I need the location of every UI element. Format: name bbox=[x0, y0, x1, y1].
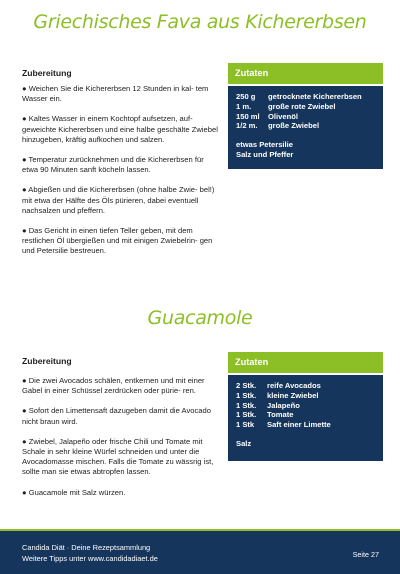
ingredient-item: Jalapeño bbox=[267, 400, 300, 410]
ingredient-row bbox=[236, 121, 375, 131]
ingredient-amount: 1 Stk bbox=[236, 420, 255, 430]
ingredient-item: große rote Zwiebel bbox=[268, 101, 336, 111]
ingredient-amount: 1 Stk. bbox=[236, 410, 257, 420]
step: ● Temperatur zurücknehmen und die Kichererbsen für etwa 90 Minuten sanft köcheln lassen. bbox=[22, 155, 204, 175]
ingredients-list bbox=[228, 86, 383, 169]
preparation-steps bbox=[22, 376, 218, 508]
ingredient-amount: 1 m. bbox=[236, 101, 252, 111]
ingredients-list bbox=[228, 375, 383, 461]
ingredient-item: große Zwiebel bbox=[268, 121, 320, 131]
ingredient-amount: 1 Stk. bbox=[236, 400, 257, 410]
ingredient-row bbox=[236, 401, 375, 411]
ingredient-item: getrocknete Kichererbsen bbox=[268, 92, 362, 101]
preparation-steps bbox=[22, 84, 218, 267]
page-footer bbox=[0, 531, 400, 574]
ingredients-box bbox=[228, 63, 383, 169]
step: ● Zwiebel, Jalapeño oder frische Chili und Tomate mit Schale in sehr kleine Würfel schneiden und unter die Avocadomasse mischen. Falls die Tomate zu wässrig ist, sollte man sie etwas abtropfen lassen. bbox=[22, 436, 214, 477]
ingredient-row bbox=[236, 102, 375, 112]
step: ● Die zwei Avocados schälen, entkernen und mit einer Gabel in einer Schüssel zerdrücken oder pürie- ren. bbox=[22, 376, 205, 396]
footer-brand: Candida Diät · Deine Rezeptsammlung bbox=[22, 543, 151, 552]
ingredients-heading: Zutaten bbox=[228, 352, 383, 373]
ingredient-row bbox=[236, 381, 375, 391]
ingredient-item: Tomate bbox=[267, 410, 294, 420]
footer-website-link[interactable]: Weitere Tipps unter www.candidadiaet.de bbox=[22, 554, 158, 563]
ingredient-row bbox=[236, 112, 375, 122]
step: ● Das Gericht in einen tiefen Teller geben, mit dem restlichen Öl übergießen und mit einigen Zwiebelrin- gen und Petersilie bestreuen. bbox=[22, 226, 213, 256]
ingredients-box bbox=[228, 352, 383, 461]
ingredient-extra: etwas Petersilie bbox=[236, 140, 293, 150]
ingredient-item: reife Avocados bbox=[267, 381, 321, 390]
ingredient-row bbox=[236, 420, 375, 430]
step: ● Weichen Sie die Kichererbsen 12 Stunden in kal- tem Wasser ein. bbox=[22, 84, 209, 104]
ingredient-item: Saft einer Limette bbox=[267, 420, 331, 430]
ingredient-amount: 250 g bbox=[236, 92, 256, 101]
page-number: Seite 27 bbox=[352, 550, 379, 559]
ingredients-heading: Zutaten bbox=[228, 63, 383, 84]
step: ● Guacamole mit Salz würzen. bbox=[22, 487, 126, 497]
ingredient-amount: 1 Stk. bbox=[236, 390, 257, 400]
ingredient-item: Olivenöl bbox=[268, 111, 298, 121]
ingredient-extras bbox=[236, 140, 375, 160]
ingredient-extra: Salz bbox=[236, 438, 252, 448]
ingredient-amount: 1/2 m. bbox=[236, 121, 258, 131]
ingredient-row bbox=[236, 410, 375, 420]
recipe-title: Guacamole bbox=[147, 307, 253, 329]
ingredient-extra: Salz und Pfeffer bbox=[236, 149, 294, 159]
preparation-heading: Zubereitung bbox=[22, 68, 72, 78]
recipe-title: Griechisches Fava aus Kichererbsen bbox=[33, 11, 367, 33]
step: ● Kaltes Wasser in einem Kochtopf aufsetzen, auf- geweichte Kichererbsen und eine halbe geschälte Zwiebel hinzugeben, kräftig aufkochen und salzen. bbox=[22, 114, 218, 144]
ingredient-row bbox=[236, 391, 375, 401]
ingredient-amount: 150 ml bbox=[236, 111, 260, 121]
step: ● Sofort den Limettensaft dazugeben damit die Avocado nicht braun wird. bbox=[22, 406, 211, 426]
ingredient-item: kleine Zwiebel bbox=[267, 390, 319, 400]
ingredient-extras bbox=[236, 439, 375, 449]
step: ● Abgießen und die Kichererbsen (ohne halbe Zwie- bel!) mit etwa der Hälfte des Öls pürieren, dabei eventuell nachsalzen und pfeffern. bbox=[22, 185, 215, 215]
preparation-heading: Zubereitung bbox=[22, 356, 72, 366]
ingredient-amount: 2 Stk. bbox=[236, 381, 257, 390]
ingredient-row bbox=[236, 92, 375, 102]
